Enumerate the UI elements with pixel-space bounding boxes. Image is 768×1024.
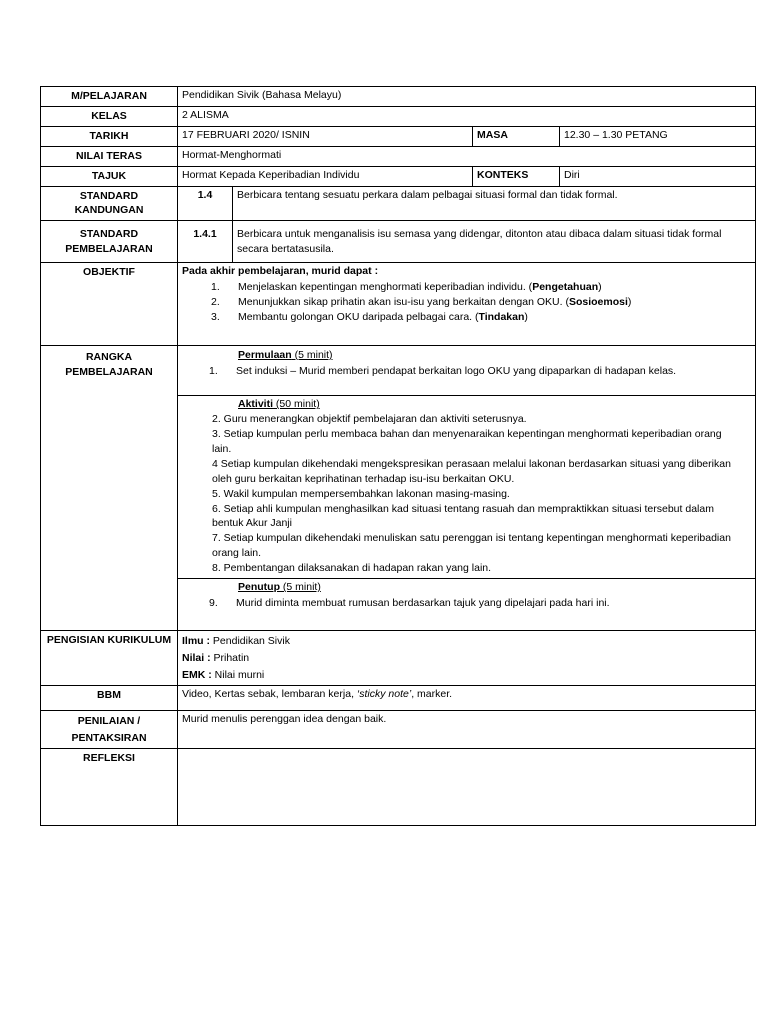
assessment-label: PENILAIAN / PENTAKSIRAN xyxy=(41,711,178,749)
date-label: TARIKH xyxy=(41,126,178,146)
materials-label: BBM xyxy=(41,685,178,711)
materials-value: Video, Kertas sebak, lembaran kerja, ‘sticky note’, marker. xyxy=(178,685,756,711)
activity-item: 3. Setiap kumpulan perlu membaca bahan dan menyenaraikan kepentingan menghormati keperibadian orang lain. xyxy=(212,427,722,455)
objective-list xyxy=(207,280,751,325)
row-assessment xyxy=(41,711,756,749)
learning-standard-label: STANDARD PEMBELAJARAN xyxy=(41,221,178,263)
time-value: 12.30 – 1.30 PETANG xyxy=(560,126,756,146)
class-value: 2 ALISMA xyxy=(178,106,756,126)
closing-section xyxy=(178,579,755,630)
reflection-value xyxy=(178,748,756,825)
closing-heading: Penutup (5 minit) xyxy=(238,581,321,594)
curriculum-line: Ilmu : Pendidikan Sivik xyxy=(182,635,290,648)
row-framework xyxy=(41,346,756,631)
objective-item: 3. Membantu golongan OKU daripada pelbagai cara. (Tindakan) xyxy=(211,310,528,323)
activity-list xyxy=(182,412,751,576)
framework-label: RANGKA PEMBELAJARAN xyxy=(41,346,178,631)
curriculum-label: PENGISIAN KURIKULUM xyxy=(41,631,178,685)
row-learning-standard xyxy=(41,221,756,263)
context-value: Diri xyxy=(560,166,756,186)
opening-section xyxy=(178,346,755,396)
activity-item: 8. Pembentangan dilaksanakan di hadapan rakan yang lain. xyxy=(212,562,492,575)
activity-item: 2. Guru menerangkan objektif pembelajaran dan aktiviti seterusnya. xyxy=(212,413,527,426)
reflection-label: REFLEKSI xyxy=(41,748,178,825)
subject-value: Pendidikan Sivik (Bahasa Melayu) xyxy=(178,87,756,107)
content-standard-label: STANDARD KANDUNGAN xyxy=(41,186,178,221)
learning-standard-code: 1.4.1 xyxy=(178,221,233,263)
row-date xyxy=(41,126,756,146)
content-standard-text: Berbicara tentang sesuatu perkara dalam pelbagai situasi formal dan tidak formal. xyxy=(233,186,756,221)
row-content-standard xyxy=(41,186,756,221)
row-core-value xyxy=(41,146,756,166)
objective-item: 1. Menjelaskan kepentingan menghormati keperibadian individu. (Pengetahuan) xyxy=(211,281,602,294)
objective-cell xyxy=(178,263,756,346)
class-label: KELAS xyxy=(41,106,178,126)
assessment-value: Murid menulis perenggan idea dengan baik. xyxy=(178,711,756,749)
core-value-value: Hormat-Menghormati xyxy=(178,146,756,166)
subject-label: M/PELAJARAN xyxy=(41,87,178,107)
activity-heading: Aktiviti (50 minit) xyxy=(238,398,320,411)
time-label: MASA xyxy=(473,126,560,146)
row-class xyxy=(41,106,756,126)
row-objective xyxy=(41,263,756,346)
content-standard-code: 1.4 xyxy=(178,186,233,221)
row-subject xyxy=(41,87,756,107)
core-value-label: NILAI TERAS xyxy=(41,146,178,166)
objective-intro: Pada akhir pembelajaran, murid dapat : xyxy=(182,265,379,278)
closing-item: 9. Murid diminta membuat rumusan berdasarkan tajuk yang dipelajari pada hari ini. xyxy=(209,597,610,610)
objective-item: 2. Menunjukkan sikap prihatin akan isu-isu yang berkaitan dengan OKU. (Sosioemosi) xyxy=(211,295,632,308)
activity-item: 4 Setiap kumpulan dikehendaki mengekspresikan perasaan melalui lakonan berdasarkan situasi yang diberikan oleh guru berkaitan keprihatinan terhadap isu-isu berkaitan OKU. xyxy=(212,457,731,485)
context-label: KONTEKS xyxy=(473,166,560,186)
row-curriculum xyxy=(41,631,756,685)
activity-item: 5. Wakil kumpulan mempersembahkan lakonan masing-masing. xyxy=(212,487,510,500)
objective-label: OBJEKTIF xyxy=(41,263,178,346)
lesson-plan-table xyxy=(40,86,756,826)
row-materials xyxy=(41,685,756,711)
row-topic xyxy=(41,166,756,186)
framework-cell xyxy=(178,346,756,631)
learning-standard-text: Berbicara untuk menganalisis isu semasa yang didengar, ditonton atau dibaca dalam situasi tidak formal secara bertatasusila. xyxy=(233,221,756,263)
curriculum-line: EMK : Nilai murni xyxy=(182,668,265,681)
opening-item: 1. Set induksi – Murid memberi pendapat berkaitan logo OKU yang dipaparkan di hadapan kelas. xyxy=(209,365,677,378)
topic-value: Hormat Kepada Keperibadian Individu xyxy=(178,166,473,186)
curriculum-line: Nilai : Prihatin xyxy=(182,651,250,664)
row-reflection xyxy=(41,748,756,825)
date-value: 17 FEBRUARI 2020/ ISNIN xyxy=(178,126,473,146)
activity-item: 6. Setiap ahli kumpulan menghasilkan kad situasi tentang rasuah dan mempraktikkan situasi tersebut dalam bentuk Akur Janji xyxy=(212,502,714,530)
activity-section xyxy=(178,396,755,579)
curriculum-cell xyxy=(178,631,756,685)
activity-item: 7. Setiap kumpulan dikehendaki menuliskan satu perenggan isi tentang kepentingan menghormati keperibadian orang lain. xyxy=(212,532,731,560)
opening-heading: Permulaan (5 minit) xyxy=(238,349,333,362)
topic-label: TAJUK xyxy=(41,166,178,186)
